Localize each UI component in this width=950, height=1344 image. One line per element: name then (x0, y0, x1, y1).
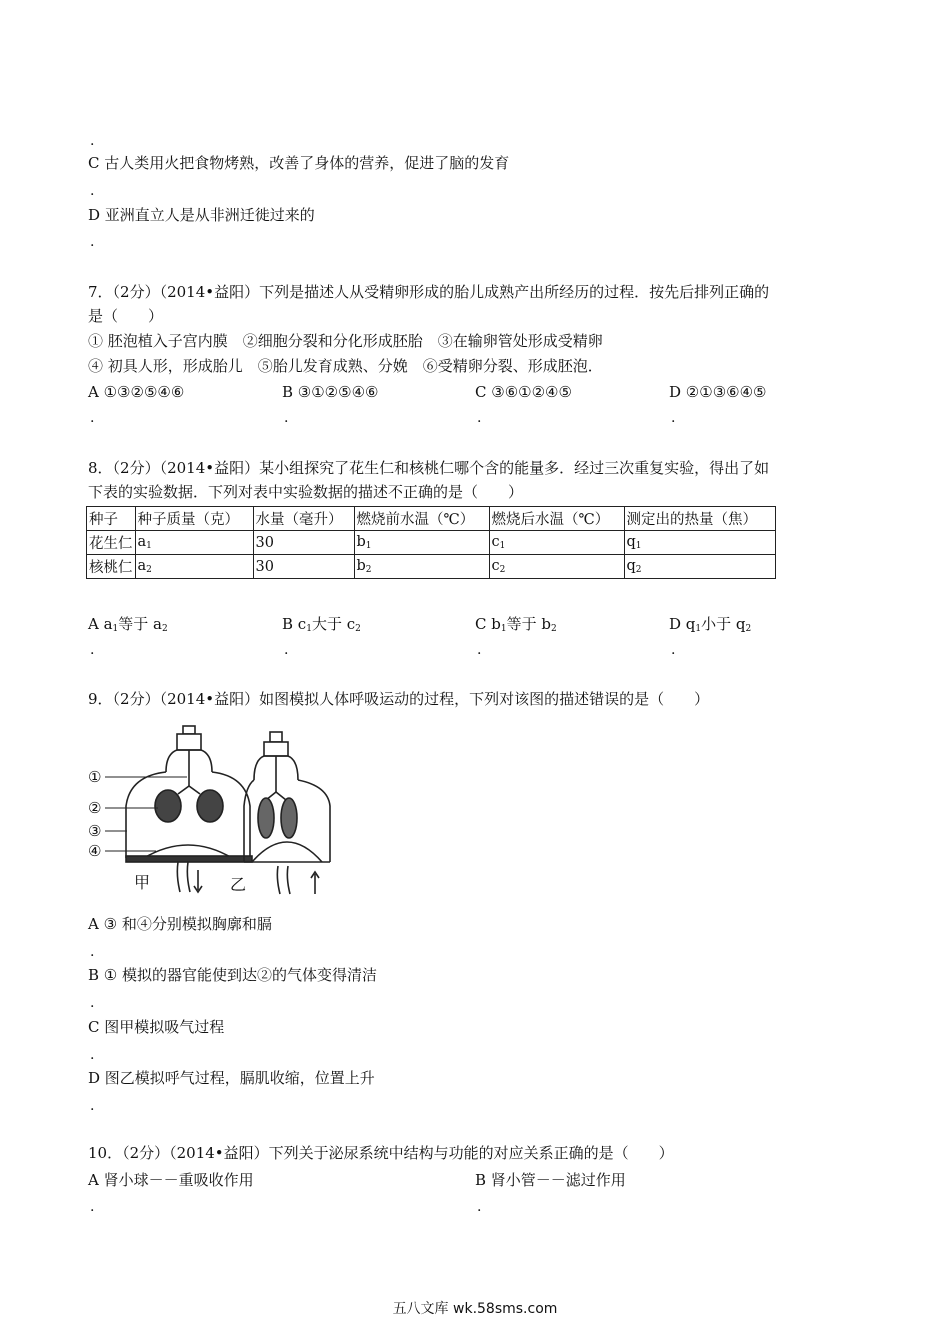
table-header-cell: 燃烧后水温（℃） (489, 507, 624, 531)
footer-watermark: 五八文库 wk.58sms.com (392, 1301, 558, 1317)
table-cell-water: 30 (253, 555, 354, 579)
q7-option-d: D ②①③⑥④⑤ (669, 383, 767, 401)
q9-option-d-dot: . (90, 1098, 95, 1114)
q7-step-list-1: ① 胚泡植入子宫内膜 ②细胞分裂和分化形成胚胎 ③在输卵管处形成受精卵 (88, 332, 603, 350)
q7-option-a-dot: . (90, 410, 95, 426)
q8-option-c-dot: . (477, 642, 482, 658)
q6-option-c: C 古人类用火把食物烤熟，改善了身体的营养，促进了脑的发育 (88, 154, 510, 172)
bell-jar-right (244, 732, 330, 894)
q9-option-b: B ① 模拟的器官能使到达②的气体变得清洁 (88, 966, 378, 984)
breathing-model-figure (86, 722, 346, 906)
q8-option-d: D $q_1$小于 $q_2$ (669, 615, 752, 634)
q8-option-a-dot: . (90, 642, 95, 658)
table-cell-after: $c_1$ (489, 531, 624, 555)
q6-option-d-dot: . (90, 234, 95, 250)
q7-step-list-2: ④ 初具人形，形成胎儿 ⑤胎儿发育成熟、分娩 ⑥受精卵分裂、形成胚泡． (88, 357, 603, 375)
q7-stem-line2: 是（ ） (88, 307, 164, 325)
q7-option-d-dot: . (671, 410, 676, 426)
q8-stem-line1: 8．（2分）（2014•益阳）某小组探究了花生仁和核桃仁哪个含的能量多．经过三次重复实验，得出了如 (88, 459, 770, 477)
table-cell-seed: 核桃仁 (87, 555, 136, 579)
table-cell-mass: $a_1$ (135, 531, 253, 555)
q8-option-b: B $c_1$大于 $c_2$ (282, 615, 361, 634)
table-cell-mass: $a_2$ (135, 555, 253, 579)
q7-option-c: C ③⑥①②④⑤ (475, 383, 572, 401)
q10-option-b: B 肾小管－－滤过作用 (475, 1171, 626, 1189)
q8-option-d-dot: . (671, 642, 676, 658)
q9-stem: 9．（2分）（2014•益阳）如图模拟人体呼吸运动的过程，下列对该图的描述错误的是（ ） (88, 690, 710, 708)
q9-option-b-dot: . (90, 995, 95, 1011)
marker-4: ④ (88, 842, 102, 860)
q6-option-d: D 亚洲直立人是从非洲迁徙过来的 (88, 206, 315, 224)
table-cell-seed: 花生仁 (87, 531, 136, 555)
q8-option-c: C $b_1$等于 $b_2$ (475, 615, 557, 634)
label-jia: 甲 (134, 873, 151, 892)
q9-option-a: A ③ 和④分别模拟胸廓和膈 (88, 915, 272, 933)
q8-stem-line2: 下表的实验数据．下列对表中实验数据的描述不正确的是（ ） (88, 483, 524, 501)
q10-option-b-dot: . (477, 1199, 482, 1215)
table-header-cell: 种子质量（克） (135, 507, 253, 531)
table-row (87, 531, 776, 555)
marker-3: ③ (88, 822, 102, 840)
table-cell-before: $b_2$ (354, 555, 489, 579)
q6-top-dot: . (90, 133, 95, 149)
bell-jar-left (126, 726, 252, 892)
q8-data-table (86, 506, 776, 579)
part-markers (88, 768, 101, 860)
marker-2: ② (88, 799, 102, 817)
table-cell-heat: $q_1$ (624, 531, 775, 555)
table-cell-water: 30 (253, 531, 354, 555)
table-cell-before: $b_1$ (354, 531, 489, 555)
q9-option-a-dot: . (90, 944, 95, 960)
table-cell-heat: $q_2$ (624, 555, 775, 579)
q7-option-c-dot: . (477, 410, 482, 426)
table-row (87, 555, 776, 579)
q7-option-a: A ①③②⑤④⑥ (88, 383, 185, 401)
q7-stem-line1: 7．（2分）（2014•益阳）下列是描述人从受精卵形成的胎儿成熟产出所经历的过程．按先后排列正确的 (88, 283, 770, 301)
q7-option-b: B ③①②⑤④⑥ (282, 383, 379, 401)
table-header-cell: 种子 (87, 507, 136, 531)
q10-option-a: A 肾小球－－重吸收作用 (88, 1171, 254, 1189)
table-cell-after: $c_2$ (489, 555, 624, 579)
q8-option-b-dot: . (284, 642, 289, 658)
table-header-cell: 水量（毫升） (253, 507, 354, 531)
table-header-cell: 燃烧前水温（℃） (354, 507, 489, 531)
label-yi: 乙 (230, 875, 247, 894)
q7-option-b-dot: . (284, 410, 289, 426)
q9-option-d: D 图乙模拟呼气过程，膈肌收缩，位置上升 (88, 1069, 375, 1087)
q6-option-c-dot: . (90, 183, 95, 199)
q9-option-c-dot: . (90, 1047, 95, 1063)
marker-1: ① (88, 768, 102, 786)
q8-option-a: A $a_1$等于 $a_2$ (88, 615, 168, 634)
q10-option-a-dot: . (90, 1199, 95, 1215)
q9-option-c: C 图甲模拟吸气过程 (88, 1018, 225, 1036)
q10-stem: 10．（2分）（2014•益阳）下列关于泌尿系统中结构与功能的对应关系正确的是（ ） (88, 1144, 674, 1162)
table-header-row (87, 507, 776, 531)
table-header-cell: 测定出的热量（焦） (624, 507, 775, 531)
